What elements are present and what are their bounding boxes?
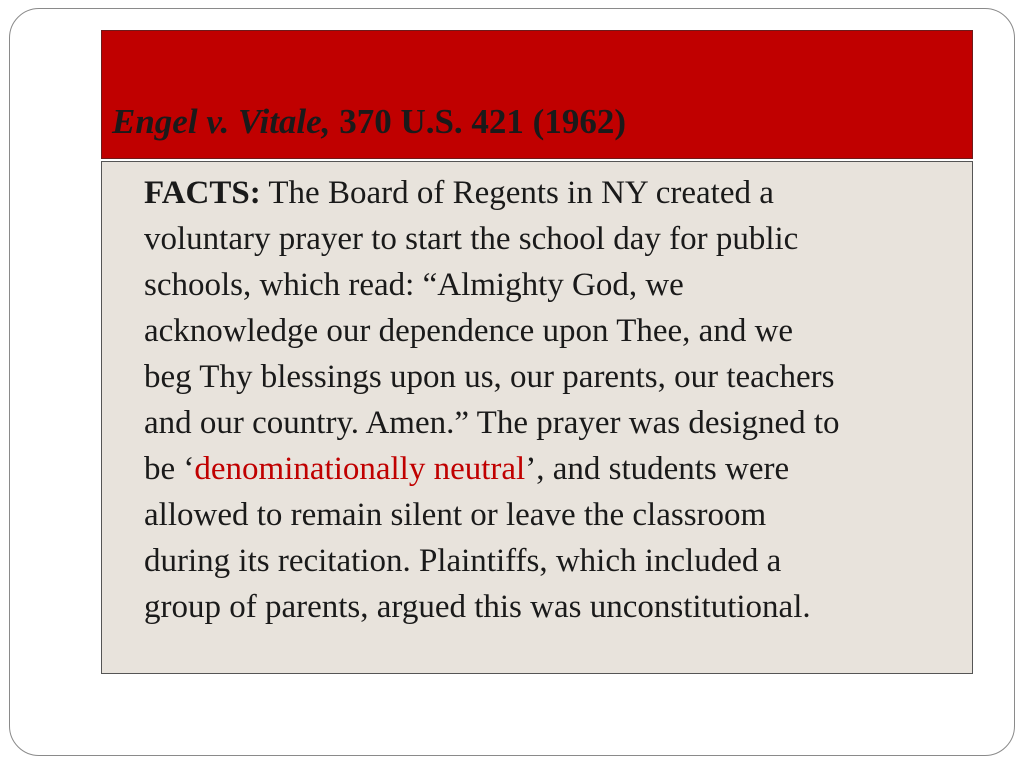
facts-line-6: and our country. Amen.” The prayer was designed to xyxy=(144,405,840,441)
facts-line-9: during its recitation. Plaintiffs, which included a xyxy=(144,543,782,579)
case-citation: 370 U.S. 421 (1962) xyxy=(330,102,626,141)
facts-label: FACTS: xyxy=(144,175,261,211)
facts-line-4: acknowledge our dependence upon Thee, and we xyxy=(144,313,794,349)
facts-line-7-pre: be ‘ xyxy=(144,451,195,487)
facts-line-5: beg Thy blessings upon us, our parents, our teachers xyxy=(144,359,835,395)
facts-line-7-post: ’, and students were xyxy=(525,451,790,487)
facts-paragraph xyxy=(144,170,964,630)
facts-line-2: voluntary prayer to start the school day for public xyxy=(144,221,799,257)
facts-line-10: group of parents, argued this was unconstitutional. xyxy=(144,589,811,625)
highlighted-term: denominationally neutral xyxy=(194,451,526,487)
facts-line-8: allowed to remain silent or leave the classroom xyxy=(144,497,767,533)
case-name: Engel v. Vitale, xyxy=(112,102,331,141)
facts-line-7 xyxy=(144,446,964,492)
facts-line-1-text: The Board of Regents in NY created a xyxy=(260,175,774,211)
facts-line-1 xyxy=(144,170,964,216)
facts-line-3: schools, which read: “Almighty God, we xyxy=(144,267,684,303)
slide-title xyxy=(112,104,626,139)
